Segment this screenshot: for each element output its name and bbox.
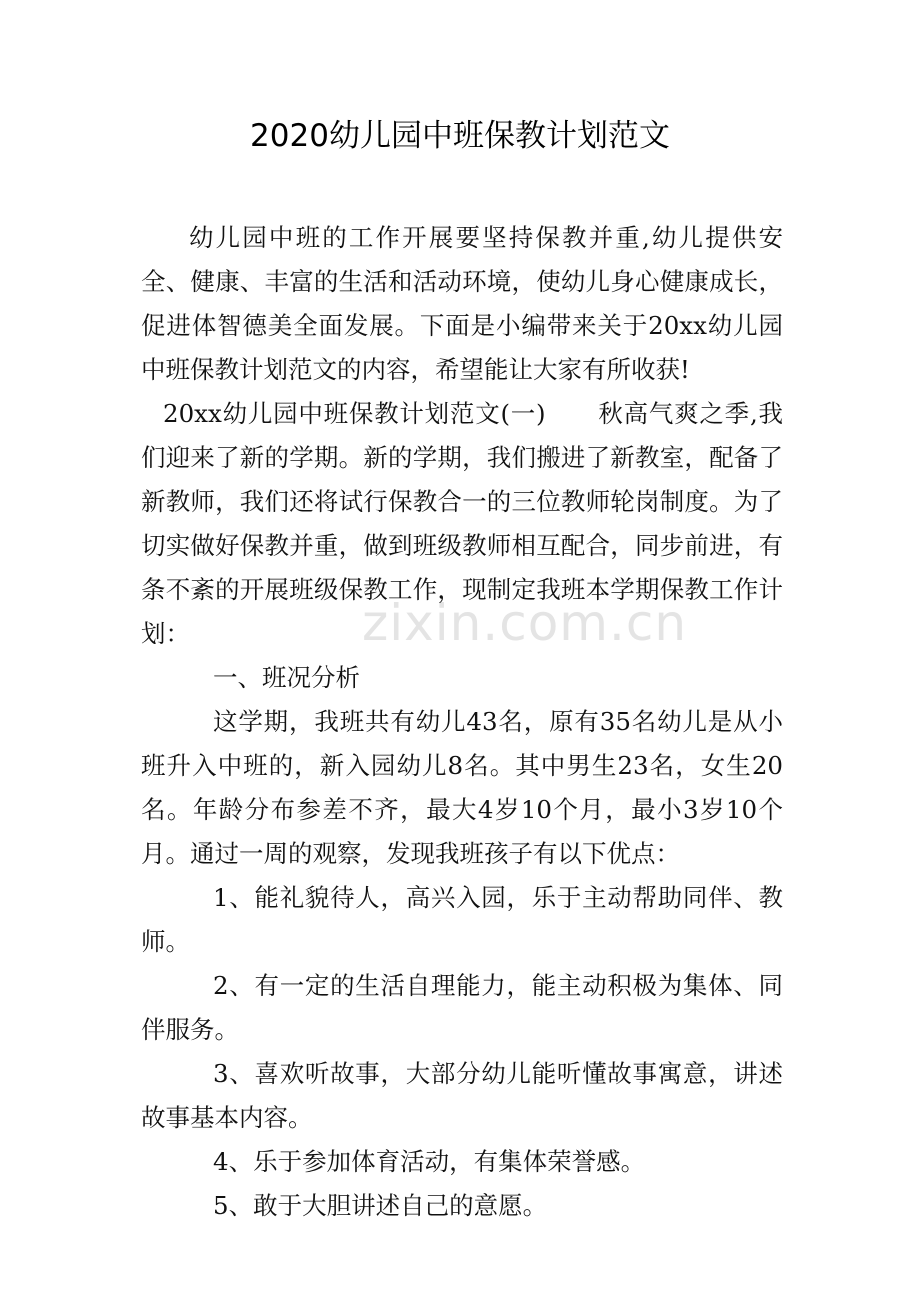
- section-lead: 秋高气爽之季,我们迎来了新的学期。新的学期，我们搬进了新教室，配备了新教师，我们还将试行保教合一的三位教师轮岗制度。为了切实做好保教并重，做到班级教师相互配合，同步前进，有条不紊的开展班级保教工作，现制定我班本学期保教工作计划：: [141, 399, 783, 648]
- strength-item: 4、乐于参加体育活动，有集体荣誉感。: [213, 1147, 646, 1176]
- strength-item: 1、能礼貌待人，高兴入园，乐于主动帮助同伴、教师。: [141, 883, 783, 956]
- intro-paragraph: 幼儿园中班的工作开展要坚持保教并重,幼儿提供安全、健康、丰富的生活和活动环境，使幼儿身心健康成长，促进体智德美全面发展。下面是小编带来关于20xx幼儿园中班保教计划范文的内容，希望能让大家有所收获!: [141, 223, 783, 384]
- watermark: zixin.com.cn: [362, 594, 688, 652]
- document-title: 2020幼儿园中班保教计划范文: [250, 118, 670, 154]
- analysis-subheading: 一、班况分析: [213, 663, 360, 692]
- section-heading: 20xx幼儿园中班保教计划范文(一): [163, 399, 546, 428]
- strength-item: 5、敢于大胆讲述自己的意愿。: [213, 1191, 548, 1220]
- strength-item: 2、有一定的生活自理能力，能主动积极为集体、同伴服务。: [141, 971, 783, 1044]
- document-body: [141, 216, 783, 1228]
- analysis-paragraph: 这学期，我班共有幼儿43名，原有35名幼儿是从小班升入中班的，新入园幼儿8名。其中男生23名，女生20名。年龄分布参差不齐，最大4岁10个月，最小3岁10个月。通过一周的观察，发现我班孩子有以下优点：: [141, 707, 783, 868]
- strength-item: 3、喜欢听故事，大部分幼儿能听懂故事寓意，讲述故事基本内容。: [141, 1059, 783, 1132]
- section-paragraph: [141, 392, 783, 656]
